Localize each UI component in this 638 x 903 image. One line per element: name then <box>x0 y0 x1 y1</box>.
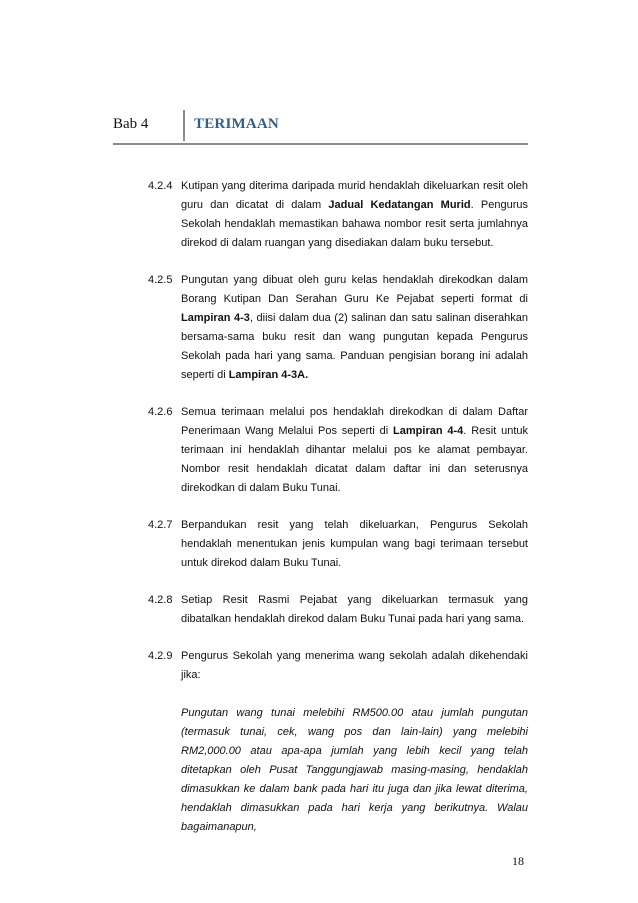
section-number: 4.2.5 <box>148 274 173 286</box>
paragraph: Berpandukan resit yang telah dikeluarkan, Pengurus Sekolah hendaklah menentukan jenis kumpulan wang bagi terimaan tersebut untuk direkod dalam Buku Tunai. <box>181 519 528 569</box>
bold-reference: Lampiran 4-3 <box>181 312 250 324</box>
section-text <box>181 271 528 385</box>
paragraph <box>181 271 528 385</box>
document-content <box>148 177 528 855</box>
section-text <box>181 177 528 253</box>
section-4-2-6 <box>148 403 528 498</box>
paragraph <box>181 177 528 253</box>
section-number: 4.2.9 <box>148 650 173 662</box>
header-divider <box>183 110 185 141</box>
page-number: 18 <box>512 854 524 868</box>
chapter-title: TERIMAAN <box>194 116 279 132</box>
paragraph: Setiap Resit Rasmi Pejabat yang dikeluarkan termasuk yang dibatalkan hendaklah direkod dalam Buku Tunai pada hari yang sama. <box>181 594 528 625</box>
italic-note: Pungutan wang tunai melebihi RM500.00 atau jumlah pungutan (termasuk tunai, cek, wang pos dan lain-lain) yang melebihi RM2,000.00 atau apa-apa jumlah yang lebih kecil yang telah ditetapkan oleh Pusat Tanggungjawab masing-masing, hendaklah dimasukkan ke dalam bank pada hari itu juga dan jika lewat diterima, hendaklah dimasukkan pada hari kerja yang berikutnya. Walau bagaimanapun, <box>181 707 528 833</box>
section-4-2-5 <box>148 271 528 385</box>
text-run: . Resit untuk terimaan ini hendaklah dihantar melalui pos ke alamat pembayar. Nombor resit hendaklah dicatat dalam daftar ini dan seterusnya direkodkan di dalam Buku Tunai. <box>181 425 528 494</box>
bold-reference: Lampiran 4-3A. <box>228 369 309 381</box>
section-number: 4.2.4 <box>148 180 173 192</box>
section-number: 4.2.8 <box>148 594 173 606</box>
section-4-2-4 <box>148 177 528 253</box>
section-4-2-7 <box>148 516 528 573</box>
section-number: 4.2.7 <box>148 519 173 531</box>
section-text <box>181 516 528 573</box>
paragraph <box>181 403 528 498</box>
section-number: 4.2.6 <box>148 406 173 418</box>
text-run: , diisi dalam dua (2) salinan dan satu salinan diserahkan bersama-sama buku resit dan wang pungutan kepada Pengurus Sekolah pada hari yang sama. Panduan pengisian borang ini adalah seperti di <box>181 312 528 381</box>
section-text <box>181 591 528 629</box>
section-4-2-9 <box>148 647 528 837</box>
section-4-2-8 <box>148 591 528 629</box>
page-header <box>113 104 528 146</box>
text-run: . Pengurus Sekolah hendaklah memastikan bahawa nombor resit serta jumlahnya direkod di dalam ruangan yang disediakan dalam buku tersebut. <box>181 199 528 249</box>
header-rule <box>113 143 528 145</box>
section-text <box>181 403 528 498</box>
paragraph: Pengurus Sekolah yang menerima wang sekolah adalah dikehendaki jika: <box>181 650 528 681</box>
text-run: Semua terimaan melalui pos hendaklah direkodkan di dalam Daftar Penerimaan Wang Melalui Pos seperti di <box>181 406 528 437</box>
text-run: Pungutan yang dibuat oleh guru kelas hendaklah direkodkan dalam Borang Kutipan Dan Serahan Guru Ke Pejabat seperti format di <box>181 274 528 305</box>
bold-reference: Jadual Kedatangan Murid <box>328 199 471 211</box>
bold-reference: Lampiran 4-4 <box>393 425 464 437</box>
section-text <box>181 647 528 837</box>
chapter-label: Bab 4 <box>113 116 149 132</box>
text-run: Kutipan yang diterima daripada murid hendaklah dikeluarkan resit oleh guru dan dicatat di dalam <box>181 180 528 211</box>
